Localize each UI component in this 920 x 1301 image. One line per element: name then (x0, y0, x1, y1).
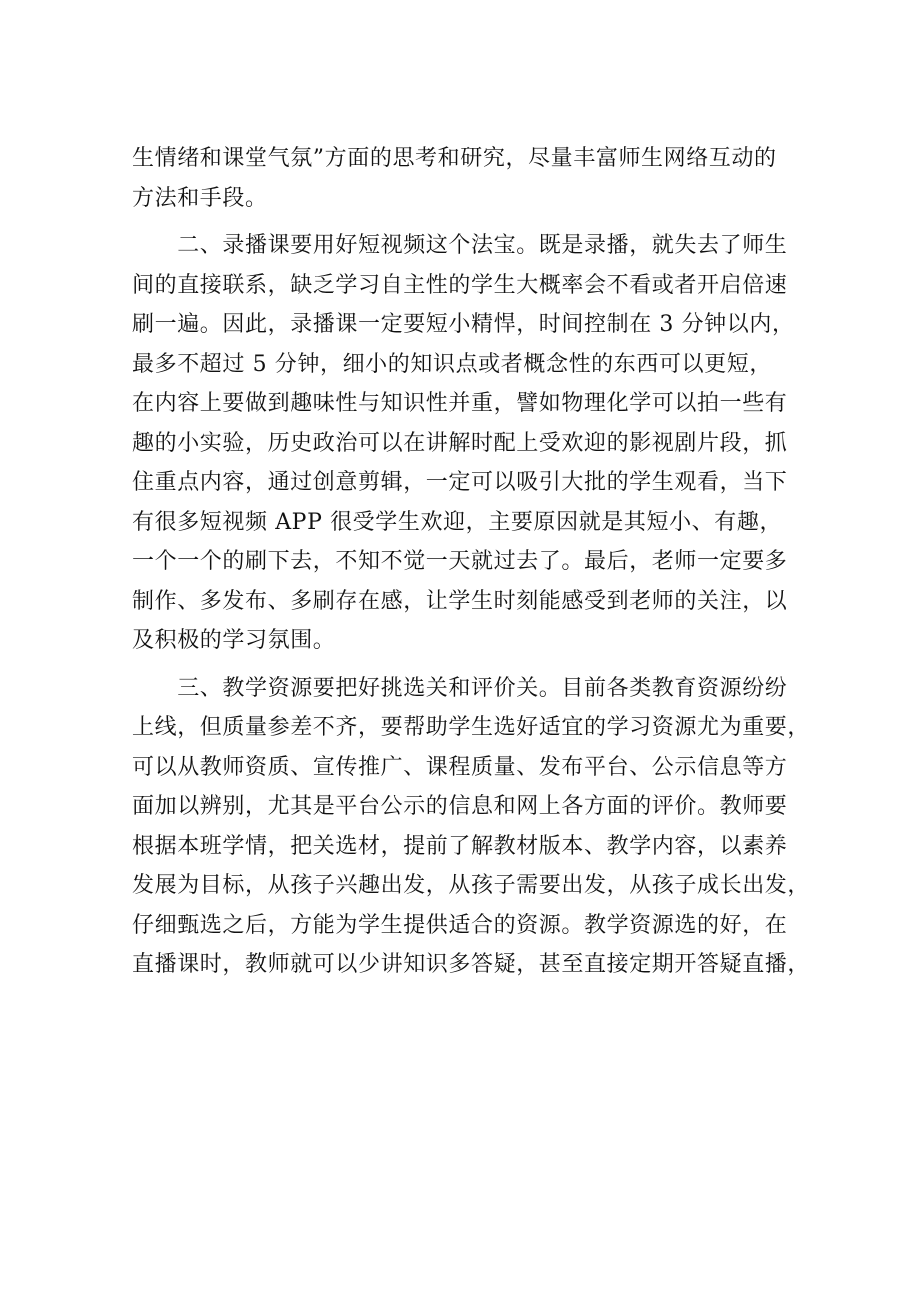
text-line: 最多不超过 5 分钟，细小的知识点或者概念性的东西可以更短， (132, 351, 772, 377)
text-line: 刷一遍。因此，录播课一定要短小精悍，时间控制在 3 分钟以内， (132, 312, 795, 337)
text-line: 间的直接联系，缺乏学习自主性的学生大概率会不看或者开启倍速 (132, 272, 788, 298)
text-line: 制作、多发布、多刷存在感，让学生时刻能感受到老师的关注，以 (132, 588, 788, 614)
paragraph-gap (132, 661, 792, 669)
text-line: 生情绪和课堂气氛”方面的思考和研究，尽量丰富师生网络互动的 (132, 146, 777, 171)
text-line: 发展为目标，从孩子兴趣出发，从孩子需要出发，从孩子成长出发， (132, 873, 811, 898)
text-line: 二、录播课要用好短视频这个法宝。既是录播，就失去了师生 (132, 233, 788, 258)
text-line: 一个一个的刷下去，不知不觉一天就过去了。最后，老师一定要多 (132, 549, 788, 574)
text-line: 趣的小实验，历史政治可以在讲解时配上受欢迎的影视剧片段，抓 (132, 430, 788, 456)
text-line: 方法和手段。 (132, 185, 268, 211)
paragraph-intro-tail (132, 139, 792, 218)
text-line: 在内容上要做到趣味性与知识性并重，譬如物理化学可以拍一些有 (132, 391, 788, 416)
text-line: 住重点内容，通过创意剪辑，一定可以吸引大批的学生观看，当下 (132, 470, 788, 495)
text-line: 及积极的学习氛围。 (132, 628, 336, 653)
text-line: 有很多短视频 APP 很受学生欢迎，主要原因就是其短小、有趣， (132, 509, 783, 535)
text-line: 仔细甄选之后，方能为学生提供适合的资源。教学资源选的好，在 (132, 912, 788, 938)
text-line: 面加以辨别，尤其是平台公示的信息和网上各方面的评价。教师要 (132, 794, 788, 819)
paragraph-section-two (132, 226, 795, 661)
text-line: 三、教学资源要把好挑选关和评价关。目前各类教育资源纷纷 (132, 675, 788, 701)
text-line: 可以从教师资质、宣传推广、课程质量、发布平台、公示信息等方 (132, 754, 788, 780)
text-line: 直播课时，教师就可以少讲知识多答疑，甚至直接定期开答疑直播， (132, 952, 811, 977)
paragraph-section-three (132, 669, 811, 985)
text-line: 根据本班学情，把关选材，提前了解教材版本、教学内容，以素养 (132, 833, 788, 859)
text-line: 上线，但质量参差不齐，要帮助学生选好适宜的学习资源尤为重要， (132, 715, 811, 740)
document-body (132, 139, 811, 985)
paragraph-gap (132, 218, 792, 226)
